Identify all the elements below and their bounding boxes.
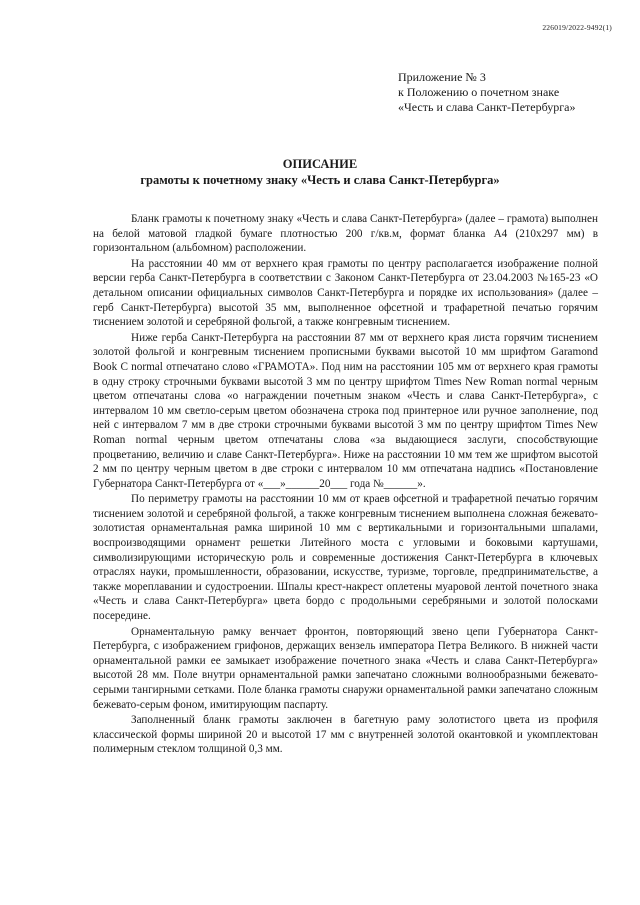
paragraph: Бланк грамоты к почетному знаку «Честь и слава Санкт-Петербурга» (далее – грамота) выполнен на белой матовой гладкой бумаге плотностью 200 г/кв.м, формат бланка А4 (210х297 мм) в горизонтальном (альбомном) расположении. xyxy=(93,213,598,255)
paragraph: Заполненный бланк грамоты заключен в багетную раму золотистого цвета из профиля классической формы шириной 20 и высотой 17 мм с внутренней золотой окантовкой и укомплектован полимерным стеклом толщиной 0,3 мм. xyxy=(93,714,598,756)
appendix-line-2: к Положению о почетном знаке xyxy=(398,85,560,99)
title-subheading: грамоты к почетному знаку «Честь и слава Санкт-Петербурга» xyxy=(140,173,500,187)
appendix-block xyxy=(398,70,628,115)
appendix-line-3: «Честь и слава Санкт-Петербурга» xyxy=(398,100,576,114)
appendix-line-1: Приложение № 3 xyxy=(398,70,486,84)
title-heading: ОПИСАНИЕ xyxy=(282,157,358,171)
paragraph: Ниже герба Санкт-Петербурга на расстоянии 87 мм от верхнего края листа горячим тиснением золотой фольгой и конгревным тиснением прописными буквами высотой 10 мм шрифтом Garamond Book C normal отпечатано слово «ГРАМОТА». Под ним на расстоянии 105 мм от верхнего края грамоты в одну строку строчными буквами высотой 3 мм по центру шрифтом Times New Roman normal черным цветом отпечатаны слова «о награждении почетным знаком «Честь и слава Санкт-Петербурга», с интервалом 10 мм светло-серым цветом обозначена строка под принтерное или ручное заполнение, под ней с интервалом 7 мм в две строки строчными буквами высотой 3 мм по центру шрифтом Times New Roman normal черным цветом отпечатаны слова «за выдающиеся заслуги, способствующие процветанию, величию и славе Санкт-Петербурга». Ниже на расстоянии 10 мм тем же шрифтом высотой 2 мм по центру черным цветом в две строки с интервалом 10 мм отпечатана надпись «Постановление Губернатора Санкт-Петербурга от «___»______20___ года №______». xyxy=(93,331,598,490)
document-body xyxy=(93,212,598,758)
document-title xyxy=(40,156,600,188)
paragraph: По периметру грамоты на расстоянии 10 мм от краев офсетной и трафаретной печатью горячим тиснением золотой и серебряной фольгой, а также конгревным тиснением выполнена сложная бежевато-золотистая орнаментальная рамка шириной 10 мм с вертикальными и горизонтальными шпалами, воспроизводящими орнамент решетки Литейного моста с угловыми и боковыми картушами, символизирующими историческую роль и современные достижения Санкт-Петербурга в ключевых отраслях науки, промышленности, образовании, искусстве, туризме, торговле, предпринимательстве, а также мореплавании и судостроении. Шпалы крест-накрест оплетены муаровой лентой почетного знака «Честь и слава Санкт-Петербурга» цвета бордо с продольными серебряными и золотой полосками посередине. xyxy=(93,493,598,623)
paragraph: На расстоянии 40 мм от верхнего края грамоты по центру располагается изображение полной версии герба Санкт-Петербурга в соответствии с Законом Санкт-Петербурга от 23.04.2003 №165-23 «О детальном описании официальных символов Санкт-Петербурга и порядке их использования» (далее – герб Санкт-Петербурга) высотой 35 мм, выполненное офсетной и трафаретной печатью горячим тиснением золотой и серебряной фольгой, а также конгревным тиснением. xyxy=(93,257,598,329)
paragraph: Орнаментальную рамку венчает фронтон, повторяющий звено цепи Губернатора Санкт-Петербурга, с изображением грифонов, держащих вензель императора Петра Великого. В нижней части орнаментальной рамки ее замыкает изображение почетного знака «Честь и слава Санкт-Петербурга» высотой 28 мм. Поле внутри орнаментальной рамки запечатано сложными волнообразными бежевато-серыми тангирными сетками. Поле бланка грамоты снаружи орнаментальной рамки запечатано сложным бежевато-серым фоном, имитирующим паспарту. xyxy=(93,625,598,711)
document-number: 226019/2022-9492(1) xyxy=(542,23,612,32)
